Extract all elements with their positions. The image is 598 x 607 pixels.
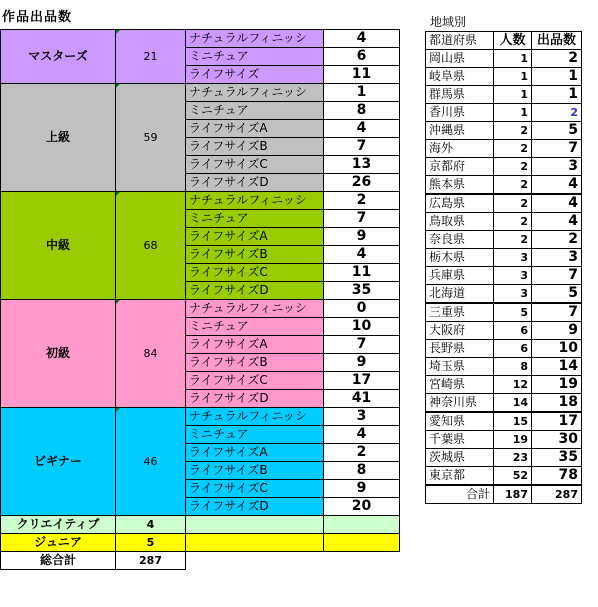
region-header-works: 出品数 xyxy=(532,32,582,50)
region-people: 14 xyxy=(494,394,532,413)
category-name: ビギナー xyxy=(1,408,116,516)
division-value: 9 xyxy=(324,228,400,246)
region-people: 23 xyxy=(494,449,532,467)
region-row xyxy=(426,267,582,285)
region-works: 10 xyxy=(532,340,582,358)
division-value: 41 xyxy=(324,390,400,408)
page-title: 作品出品数 xyxy=(2,10,73,25)
region-table xyxy=(425,31,582,504)
region-row xyxy=(426,104,582,122)
region-total-works: 287 xyxy=(532,485,582,504)
region-pref: 千葉県 xyxy=(426,431,494,449)
region-people: 6 xyxy=(494,340,532,358)
junior-blank xyxy=(186,534,324,552)
region-row xyxy=(426,231,582,249)
category-count: 68 xyxy=(116,192,186,300)
region-people: 1 xyxy=(494,50,532,68)
region-row xyxy=(426,449,582,467)
division-value: 7 xyxy=(324,138,400,156)
division-value: 8 xyxy=(324,102,400,120)
division-value: 7 xyxy=(324,336,400,354)
division-label: ライフサイズA xyxy=(186,120,324,138)
region-people: 6 xyxy=(494,322,532,340)
division-label: ライフサイズ xyxy=(186,66,324,84)
region-works: 17 xyxy=(532,412,582,431)
division-value: 8 xyxy=(324,462,400,480)
division-value: 6 xyxy=(324,48,400,66)
region-row xyxy=(426,394,582,413)
region-pref: 鳥取県 xyxy=(426,213,494,231)
region-people: 3 xyxy=(494,267,532,285)
junior-label: ジュニア xyxy=(1,534,116,552)
region-works: 4 xyxy=(532,194,582,213)
region-works: 7 xyxy=(532,267,582,285)
region-total-row xyxy=(426,485,582,504)
entries-table xyxy=(0,29,400,570)
division-label: ライフサイズD xyxy=(186,282,324,300)
creative-blank xyxy=(324,516,400,534)
junior-row xyxy=(1,534,400,552)
division-value: 11 xyxy=(324,66,400,84)
division-label: ナチュラルフィニッシ xyxy=(186,408,324,426)
region-works: 78 xyxy=(532,467,582,486)
region-row xyxy=(426,340,582,358)
region-row xyxy=(426,68,582,86)
region-people: 2 xyxy=(494,213,532,231)
region-total-label: 合計 xyxy=(426,485,494,504)
region-row xyxy=(426,431,582,449)
region-people: 2 xyxy=(494,140,532,158)
division-label: ミニチュア xyxy=(186,210,324,228)
region-pref: 宮崎県 xyxy=(426,376,494,394)
region-row xyxy=(426,303,582,322)
region-pref: 広島県 xyxy=(426,194,494,213)
region-works: 7 xyxy=(532,303,582,322)
division-label: ライフサイズA xyxy=(186,336,324,354)
entry-row xyxy=(1,408,400,426)
division-label: ナチュラルフィニッシ xyxy=(186,30,324,48)
region-pref: 熊本県 xyxy=(426,176,494,195)
division-label: ミニチュア xyxy=(186,48,324,66)
division-value: 9 xyxy=(324,354,400,372)
region-works: 7 xyxy=(532,140,582,158)
region-people: 8 xyxy=(494,358,532,376)
creative-value: 4 xyxy=(116,516,186,534)
entry-row xyxy=(1,30,400,48)
region-pref: 三重県 xyxy=(426,303,494,322)
region-people: 1 xyxy=(494,68,532,86)
region-pref: 北海道 xyxy=(426,285,494,304)
region-pref: 埼玉県 xyxy=(426,358,494,376)
junior-value: 5 xyxy=(116,534,186,552)
entry-row xyxy=(1,192,400,210)
region-works: 4 xyxy=(532,176,582,195)
category-count: 59 xyxy=(116,84,186,192)
region-row xyxy=(426,322,582,340)
region-header-pref: 都道府県 xyxy=(426,32,494,50)
creative-blank xyxy=(186,516,324,534)
grand-total-blank xyxy=(186,552,400,570)
region-works: 19 xyxy=(532,376,582,394)
division-label: ミニチュア xyxy=(186,102,324,120)
region-people: 15 xyxy=(494,412,532,431)
region-row xyxy=(426,86,582,104)
region-pref: 香川県 xyxy=(426,104,494,122)
region-pref: 大阪府 xyxy=(426,322,494,340)
region-people: 3 xyxy=(494,249,532,267)
division-value: 2 xyxy=(324,444,400,462)
category-count: 21 xyxy=(116,30,186,84)
division-value: 13 xyxy=(324,156,400,174)
region-row xyxy=(426,50,582,68)
region-row xyxy=(426,467,582,486)
division-label: ライフサイズA xyxy=(186,228,324,246)
region-row xyxy=(426,158,582,176)
region-title: 地域別 xyxy=(430,15,467,29)
division-value: 20 xyxy=(324,498,400,516)
division-label: ライフサイズC xyxy=(186,372,324,390)
region-row xyxy=(426,122,582,140)
entry-row xyxy=(1,84,400,102)
region-pref: 愛知県 xyxy=(426,412,494,431)
region-header-people: 人数 xyxy=(494,32,532,50)
region-pref: 長野県 xyxy=(426,340,494,358)
region-people: 19 xyxy=(494,431,532,449)
grand-total-row xyxy=(1,552,400,570)
division-value: 26 xyxy=(324,174,400,192)
region-people: 2 xyxy=(494,176,532,195)
division-label: ライフサイズD xyxy=(186,390,324,408)
division-value: 4 xyxy=(324,120,400,138)
region-pref: 栃木県 xyxy=(426,249,494,267)
region-people: 2 xyxy=(494,194,532,213)
category-name: 上級 xyxy=(1,84,116,192)
region-people: 12 xyxy=(494,376,532,394)
division-value: 9 xyxy=(324,480,400,498)
creative-row xyxy=(1,516,400,534)
category-name: マスターズ xyxy=(1,30,116,84)
region-works: 18 xyxy=(532,394,582,413)
region-header-row xyxy=(426,32,582,50)
division-label: ライフサイズB xyxy=(186,462,324,480)
region-people: 1 xyxy=(494,104,532,122)
creative-label: クリエイティブ xyxy=(1,516,116,534)
grand-total-value: 287 xyxy=(116,552,186,570)
region-people: 5 xyxy=(494,303,532,322)
region-pref: 岐阜県 xyxy=(426,68,494,86)
division-label: ライフサイズB xyxy=(186,354,324,372)
category-count: 84 xyxy=(116,300,186,408)
grand-total-label: 総合計 xyxy=(1,552,116,570)
region-row xyxy=(426,249,582,267)
division-value: 4 xyxy=(324,426,400,444)
region-pref: 神奈川県 xyxy=(426,394,494,413)
region-works: 2 xyxy=(532,50,582,68)
region-pref: 茨城県 xyxy=(426,449,494,467)
division-value: 4 xyxy=(324,246,400,264)
entry-row xyxy=(1,300,400,318)
division-label: ミニチュア xyxy=(186,426,324,444)
division-value: 10 xyxy=(324,318,400,336)
division-label: ライフサイズD xyxy=(186,498,324,516)
region-row xyxy=(426,285,582,304)
division-value: 7 xyxy=(324,210,400,228)
region-row xyxy=(426,194,582,213)
division-value: 11 xyxy=(324,264,400,282)
junior-blank xyxy=(324,534,400,552)
division-label: ライフサイズA xyxy=(186,444,324,462)
region-pref: 奈良県 xyxy=(426,231,494,249)
division-label: ライフサイズC xyxy=(186,156,324,174)
division-value: 17 xyxy=(324,372,400,390)
region-pref: 兵庫県 xyxy=(426,267,494,285)
region-pref: 群馬県 xyxy=(426,86,494,104)
category-name: 中級 xyxy=(1,192,116,300)
region-row xyxy=(426,412,582,431)
region-works: 1 xyxy=(532,68,582,86)
division-label: ナチュラルフィニッシ xyxy=(186,84,324,102)
region-people: 2 xyxy=(494,158,532,176)
region-works: 35 xyxy=(532,449,582,467)
region-row xyxy=(426,213,582,231)
region-works: 3 xyxy=(532,249,582,267)
division-label: ライフサイズC xyxy=(186,480,324,498)
region-row xyxy=(426,358,582,376)
region-works: 14 xyxy=(532,358,582,376)
division-value: 2 xyxy=(324,192,400,210)
region-people: 3 xyxy=(494,285,532,304)
division-value: 4 xyxy=(324,30,400,48)
division-value: 0 xyxy=(324,300,400,318)
division-value: 1 xyxy=(324,84,400,102)
region-row xyxy=(426,176,582,195)
region-works: 1 xyxy=(532,86,582,104)
region-works: 4 xyxy=(532,213,582,231)
division-value: 35 xyxy=(324,282,400,300)
region-pref: 京都府 xyxy=(426,158,494,176)
region-pref: 岡山県 xyxy=(426,50,494,68)
division-label: ライフサイズB xyxy=(186,138,324,156)
region-works: 9 xyxy=(532,322,582,340)
region-works: 5 xyxy=(532,122,582,140)
region-works: 2 xyxy=(532,104,582,122)
category-count: 46 xyxy=(116,408,186,516)
region-works: 5 xyxy=(532,285,582,304)
region-people: 2 xyxy=(494,231,532,249)
region-works: 2 xyxy=(532,231,582,249)
division-label: ライフサイズB xyxy=(186,246,324,264)
region-pref: 沖縄県 xyxy=(426,122,494,140)
region-row xyxy=(426,140,582,158)
division-label: ライフサイズC xyxy=(186,264,324,282)
region-row xyxy=(426,376,582,394)
region-pref: 東京都 xyxy=(426,467,494,486)
category-name: 初級 xyxy=(1,300,116,408)
division-label: ライフサイズD xyxy=(186,174,324,192)
region-works: 30 xyxy=(532,431,582,449)
division-label: ミニチュア xyxy=(186,318,324,336)
region-total-people: 187 xyxy=(494,485,532,504)
division-value: 3 xyxy=(324,408,400,426)
division-label: ナチュラルフィニッシ xyxy=(186,300,324,318)
region-people: 52 xyxy=(494,467,532,486)
region-people: 1 xyxy=(494,86,532,104)
division-label: ナチュラルフィニッシ xyxy=(186,192,324,210)
region-people: 2 xyxy=(494,122,532,140)
region-works: 3 xyxy=(532,158,582,176)
region-pref: 海外 xyxy=(426,140,494,158)
